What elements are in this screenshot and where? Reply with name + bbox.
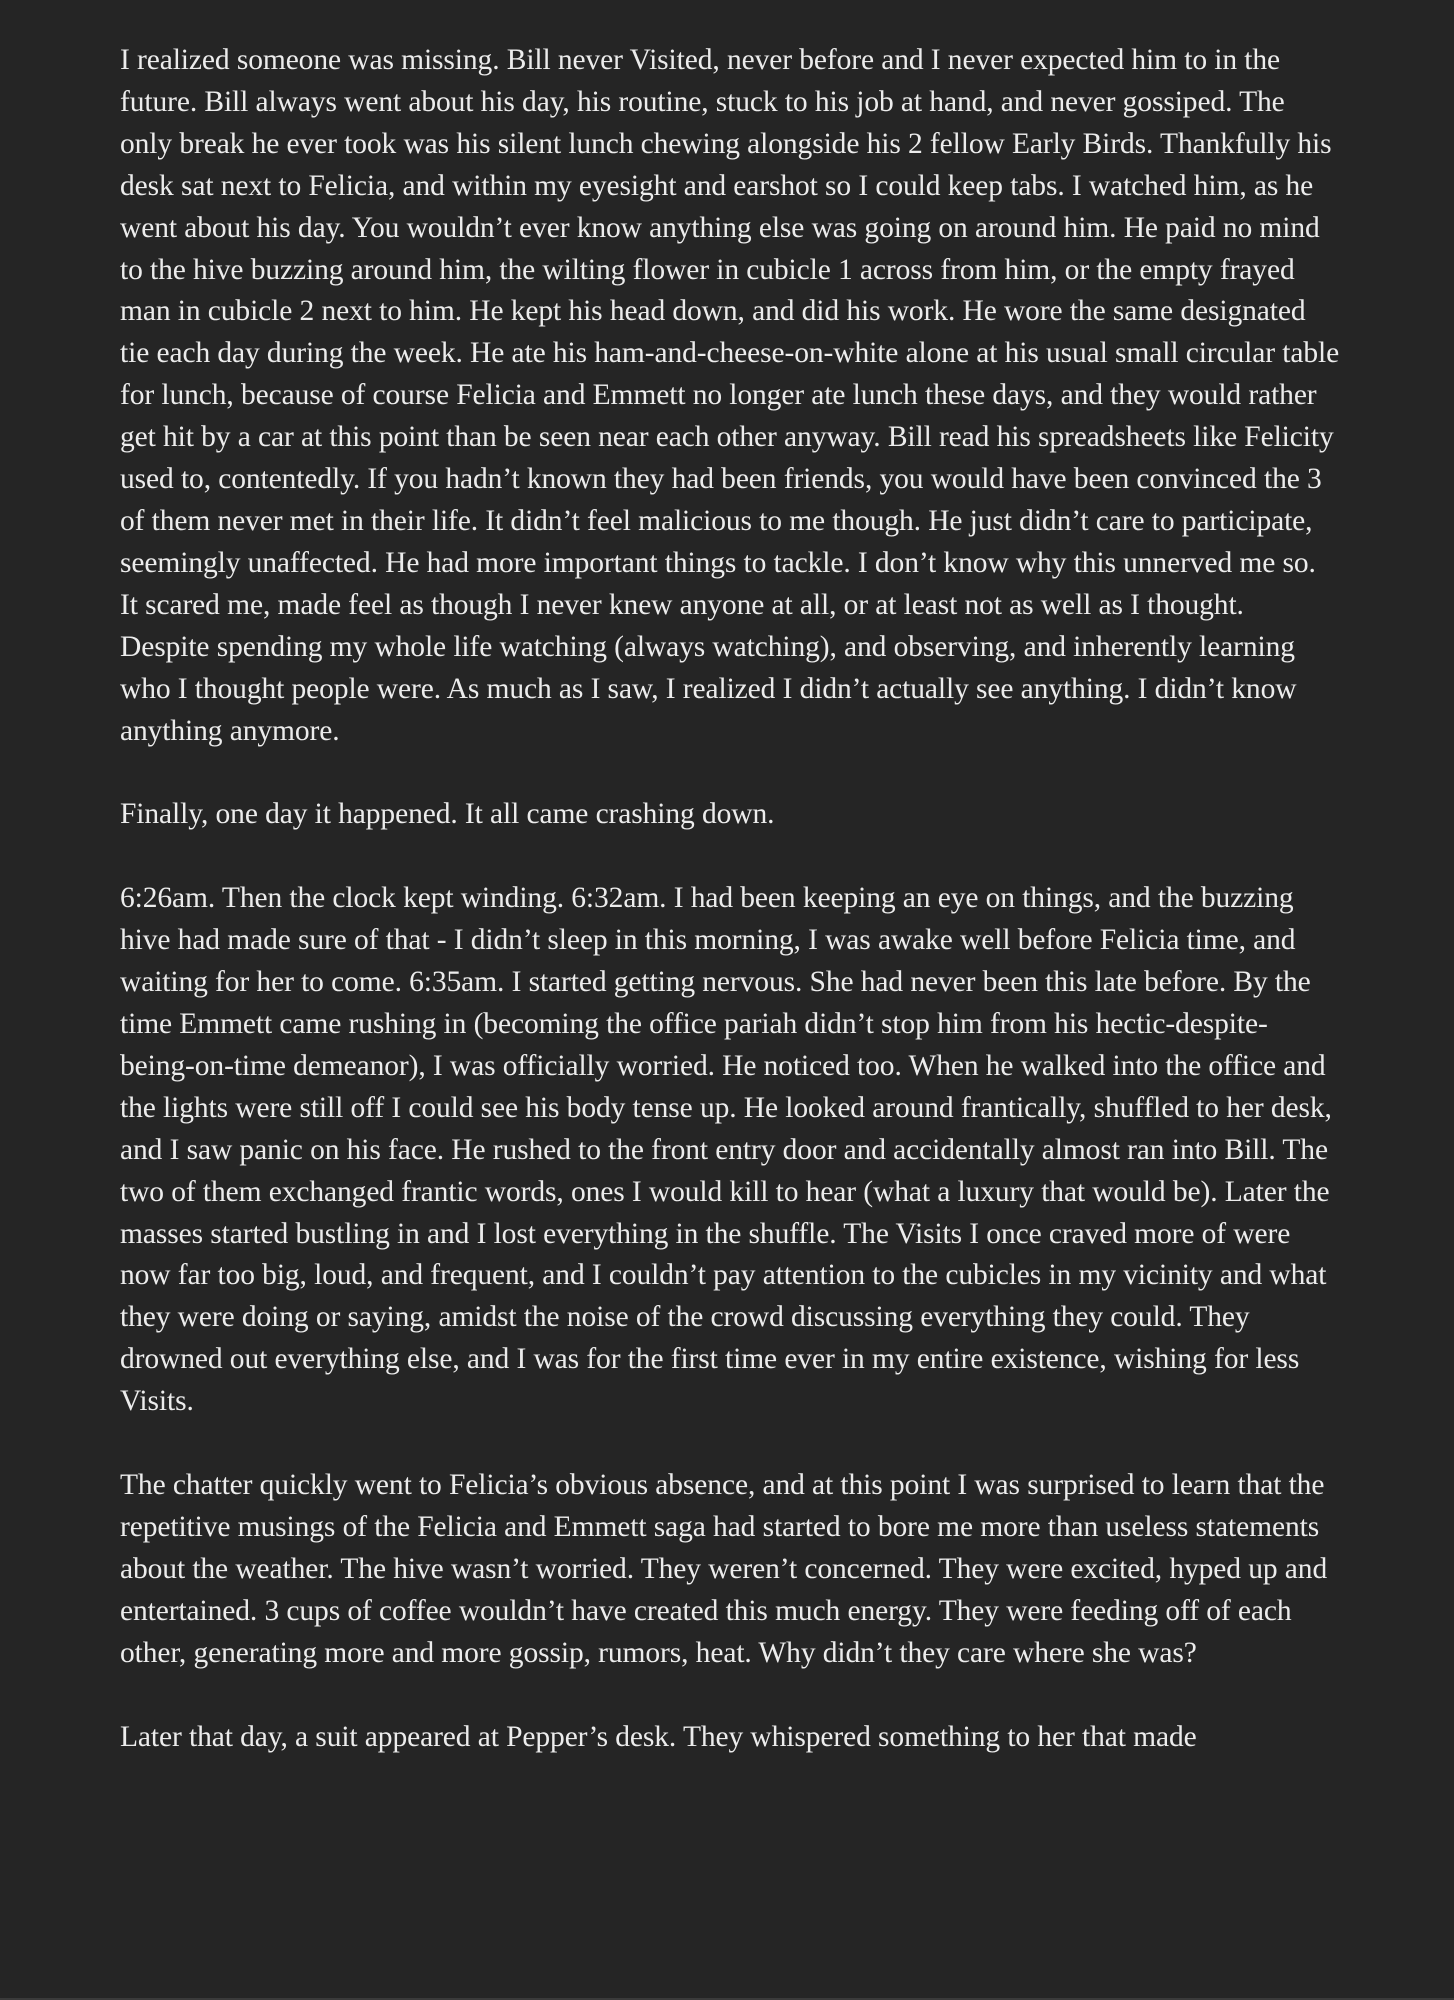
paragraph-suit-appeared: Later that day, a suit appeared at Pepper’s desk. They whispered something to her that made [120,1720,1197,1753]
paragraph-bill-missing: I realized someone was missing. Bill never Visited, never before and I never expected him to in the future. Bill always went about his day, his routine, stuck to his job at hand, and never gossiped. The only break he ever took was his silent lunch chewing alongside his 2 fellow Early Birds. Thankfully his desk sat next to Felicia, and within my eyesight and earshot so I could keep tabs. I watched him, as he went about his day. You wouldn’t ever know anything else was going on around him. He paid no mind to the hive buzzing around him, the wilting flower in cubicle 1 across from him, or the empty frayed man in cubicle 2 next to him. He kept his head down, and did his work. He wore the same designated tie each day during the week. He ate his ham-and-cheese-on-white alone at his usual small circular table for lunch, because of course Felicia and Emmett no longer ate lunch these days, and they would rather get hit by a car at this point than be seen near each other anyway. Bill read his spreadsheets like Felicity used to, contentedly. If you hadn’t known they had been friends, you would have been convinced the 3 of them never met in their life. It didn’t feel malicious to me though. He just didn’t care to participate, seemingly unaffected. He had more important things to tackle. I don’t know why this unnerved me so. It scared me, made feel as though I never knew anyone at all, or at least not as well as I thought. Despite spending my whole life watching (always watching), and observing, and inherently learning who I thought people were. As much as I saw, I realized I didn’t actually see anything. I didn’t know anything anymore. [120,44,1340,747]
document-body [120,40,1340,1801]
paragraph-crashing-down: Finally, one day it happened. It all came crashing down. [120,798,775,831]
paragraph-morning-timeline: 6:26am. Then the clock kept winding. 6:32am. I had been keeping an eye on things, and the buzzing hive had made sure of that - I didn’t sleep in this morning, I was awake well before Felicia time, and waiting for her to come. 6:35am. I started getting nervous. She had never been this late before. By the time Emmett came rushing in (becoming the office pariah didn’t stop him from his hectic-despite-being-on-time demeanor), I was officially worried. He noticed too. When he walked into the office and the lights were still off I could see his body tense up. He looked around frantically, shuffled to her desk, and I saw panic on his face. He rushed to the front entry door and accidentally almost ran into Bill. The two of them exchanged frantic words, ones I would kill to hear (what a luxury that would be). Later the masses started bustling in and I lost everything in the shuffle. The Visits I once craved more of were now far too big, loud, and frequent, and I couldn’t pay attention to the cubicles in my vicinity and what they were doing or saying, amidst the noise of the crowd discussing everything they could. They drowned out everything else, and I was for the first time ever in my entire existence, wishing for less Visits. [120,882,1332,1418]
paragraph-chatter: The chatter quickly went to Felicia’s obvious absence, and at this point I was surprised to learn that the repetitive musings of the Felicia and Emmett saga had started to bore me more than useless statements about the weather. The hive wasn’t worried. They weren’t concerned. They were excited, hyped up and entertained. 3 cups of coffee wouldn’t have created this much energy. They were feeding off of each other, generating more and more gossip, rumors, heat. Why didn’t they care where she was? [120,1469,1328,1669]
